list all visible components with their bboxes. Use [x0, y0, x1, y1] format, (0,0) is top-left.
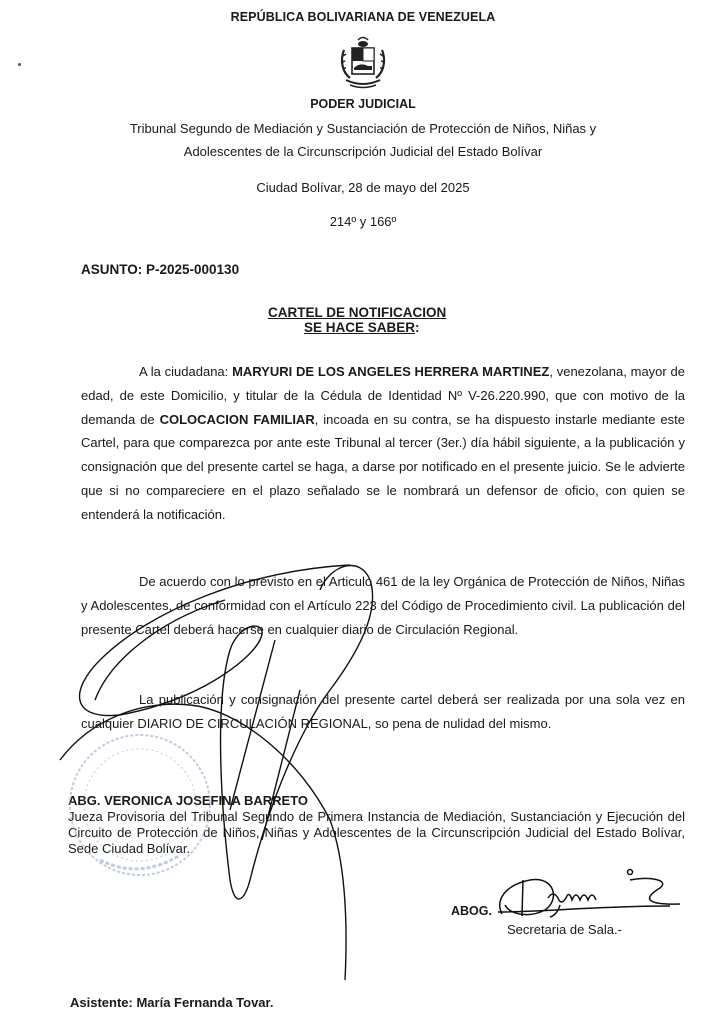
defendant-name: MARYURI DE LOS ANGELES HERRERA MARTINEZ [232, 364, 550, 379]
coat-of-arms-icon [338, 36, 388, 92]
paragraph-legal-basis [81, 570, 685, 641]
header-years: 214º y 166º [329, 214, 397, 229]
header-tribunal-line1: Tribunal Segundo de Mediación y Sustanciación de Protección de Niños, Niñas y [129, 121, 597, 136]
header-date: Ciudad Bolívar, 28 de mayo del 2025 [256, 180, 470, 195]
paragraph3-text: La publicación y consignación del presente cartel deberá ser realizada por una sola vez en cualquier DIARIO DE CIRCULACIÓN REGIONAL, so pena de nulidad del mismo. [81, 692, 685, 731]
notice-title-line2-text: SE HACE SABER [304, 320, 416, 335]
header-country: REPÚBLICA BOLIVARIANA DE VENEZUELA [230, 10, 496, 24]
judge-name: ABG. VERONICA JOSEFINA BARRETO [68, 793, 309, 808]
header-institution: PODER JUDICIAL [310, 97, 416, 111]
paragraph1-part3: , incoada en su contra, se ha dispuesto instarle mediante este Cartel, para que comparezca por ante este Tribunal al tercer (3er.) día hábil siguiente, a la publicación y consignación que del presente cartel se haga, a darse por notificado en el presente juicio. Se le advierte que si no compareciere en el plazo señalado se le nombrará un defensor de oficio, con quien se entenderá la notificación. [81, 411, 685, 522]
paragraph-publication [81, 688, 685, 736]
case-type: COLOCACION FAMILIAR [159, 411, 315, 427]
paragraph2-text: De acuerdo con lo previsto en el Articulo 461 de la ley Orgánica de Protección de Niños, Niñas y Adolescentes, de conformidad con el Artículo 223 del Código de Procedimiento civil. La publicación del presente Cartel deberá hacerse en cualquier diario de Circulación Regional. [81, 574, 685, 637]
assistant-name: Asistente: María Fernanda Tovar. [70, 995, 274, 1010]
header-tribunal [0, 117, 726, 163]
secretary-prefix: ABOG. [451, 904, 492, 918]
paragraph1-intro: A la ciudadana: [139, 364, 233, 379]
header-tribunal-line2: Adolescentes de la Circunscripción Judicial del Estado Bolívar [183, 144, 543, 159]
paragraph-notification [81, 360, 685, 527]
secretary-signature [498, 870, 680, 918]
notice-title-line2-colon: : [415, 320, 420, 335]
scan-speck [18, 63, 21, 66]
judge-role: Jueza Provisoria del Tribunal Segundo de Primera Instancia de Mediación, Sustanciación y Ejecución del Circuito de Protección de Niños, Niñas y Adolescentes de la Circunscripción Judicial del Estado Bolívar, Sede Ciudad Bolívar. [68, 809, 685, 856]
paragraph1-part2: , venezolana, mayor de edad, de este Domicilio, y titular de la Cédula de Identidad Nº V-26.220.990, que con motivo de la demanda de [81, 364, 685, 427]
case-number: ASUNTO: P-2025-000130 [81, 262, 240, 277]
notice-title-line2 [304, 320, 420, 335]
notice-title-line1: CARTEL DE NOTIFICACION [268, 305, 447, 320]
secretary-role: Secretaria de Sala.- [507, 922, 622, 937]
